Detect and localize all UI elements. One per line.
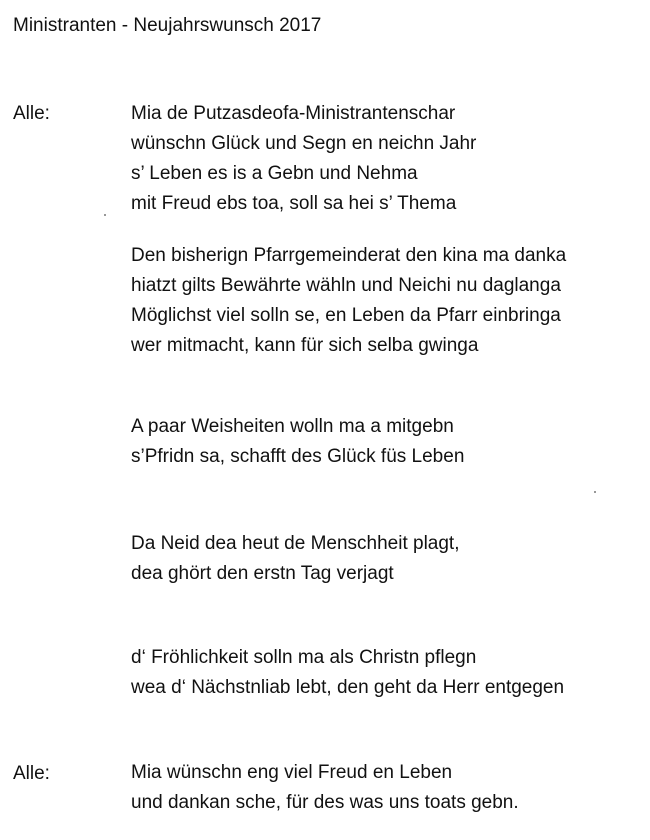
verse-line: dea ghört den erstn Tag verjagt [131, 563, 394, 584]
verse-line: Da Neid dea heut de Menschheit plagt, [131, 533, 460, 554]
stanza-1 [131, 99, 476, 219]
verse-line: Mia wünschn eng viel Freud en Leben [131, 762, 453, 783]
verse-line: und dankan sche, für des was uns toats gebn. [131, 792, 519, 813]
verse-line: d‘ Fröhlichkeit solln ma als Christn pflegn [131, 647, 477, 668]
verse-line: Mia de Putzasdeofa-Ministrantenschar [131, 103, 456, 124]
stanza-4 [131, 529, 460, 589]
verse-line: hiatzt gilts Bewährte wähln und Neichi nu daglanga [131, 275, 561, 296]
verse-line: s’Pfridn sa, schafft des Glück füs Leben [131, 446, 465, 467]
verse-line: wea d‘ Nächstnliab lebt, den geht da Herr entgegen [131, 677, 565, 698]
speaker-label: Alle: [13, 763, 50, 784]
stanza-5 [131, 643, 564, 703]
verse-line: A paar Weisheiten wolln ma a mitgebn [131, 416, 454, 437]
verse-line: s’ Leben es is a Gebn und Nehma [131, 163, 418, 184]
verse-line: Möglichst viel solln se, en Leben da Pfarr einbringa [131, 305, 561, 326]
stanza-2 [131, 241, 566, 361]
verse-line: wer mitmacht, kann für sich selba gwinga [131, 335, 479, 356]
verse-line: mit Freud ebs toa, soll sa hei s’ Thema [131, 193, 457, 214]
scan-speck [594, 491, 596, 493]
stanza-3 [131, 412, 464, 472]
speaker-label: Alle: [13, 103, 50, 124]
document-title: Ministranten - Neujahrswunsch 2017 [13, 15, 322, 36]
scan-speck [104, 214, 106, 216]
verse-line: wünschn Glück und Segn en neichn Jahr [131, 133, 477, 154]
verse-line: Den bisherign Pfarrgemeinderat den kina ma danka [131, 245, 567, 266]
stanza-6 [131, 758, 519, 818]
